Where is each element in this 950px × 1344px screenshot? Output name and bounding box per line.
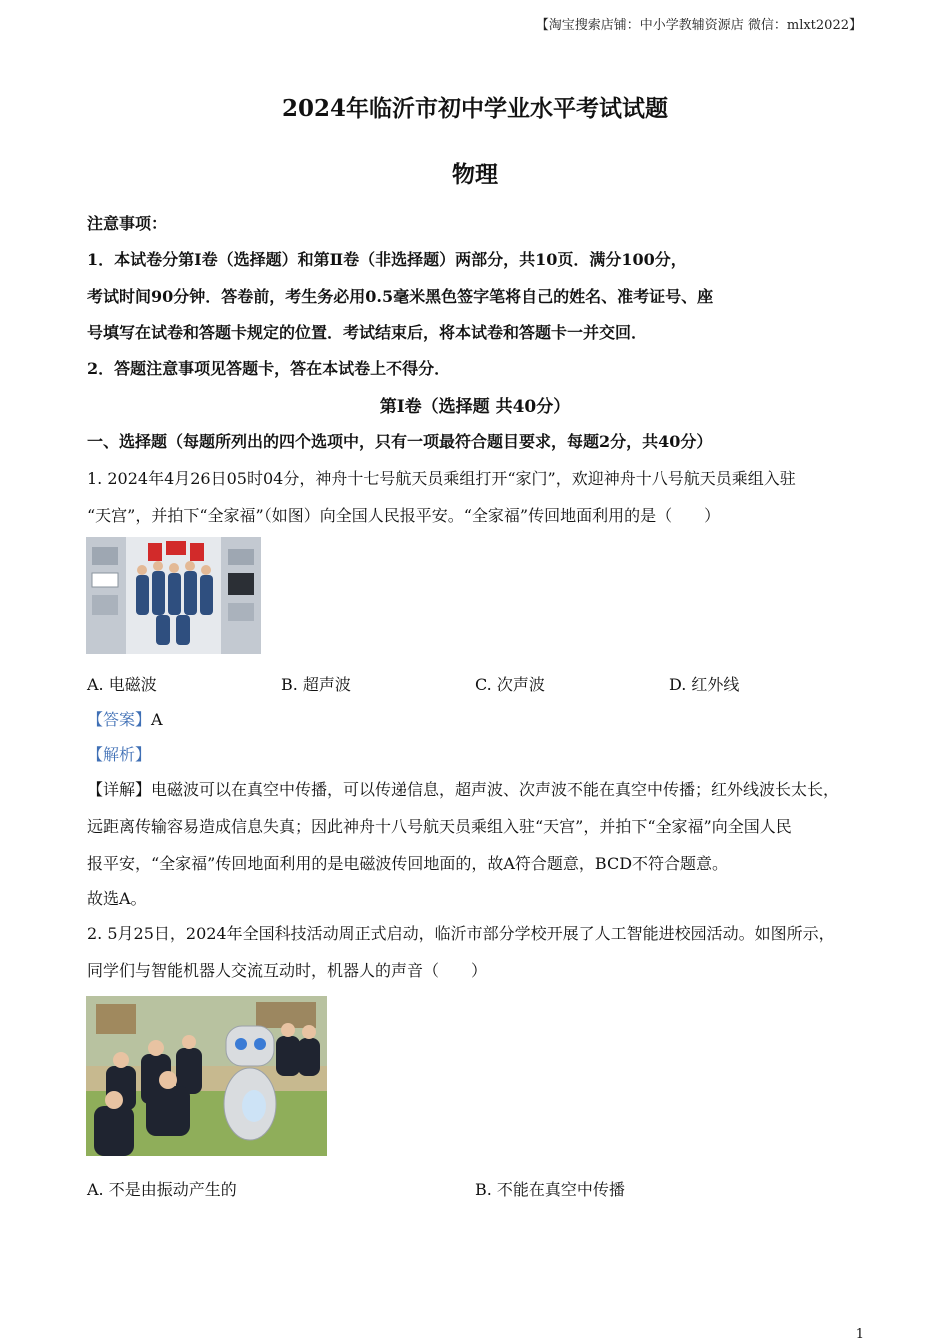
q1-answer [87,707,163,730]
section-title: 第Ⅰ卷（选择题 共40分） [379,397,571,417]
q1-detail-line-2: 远距离传输容易造成信息失真；因此神舟十八号航天员乘组入驻“天宫”，并拍下“全家福”向全国人民 [87,817,792,836]
part-title: 一、选择题（每题所列出的四个选项中，只有一项最符合题目要求，每题2分，共40分） [87,432,713,451]
notice-line-1: 1．本试卷分第Ⅰ卷（选择题）和第Ⅱ卷（非选择题）两部分，共10页．满分100分， [87,250,687,269]
q2-stem-line-2: 同学们与智能机器人交流互动时，机器人的声音（ ） [87,961,488,980]
answer-tag: 【答案】 [87,710,152,729]
exam-title: 2024年临沂市初中学业水平考试试题 [281,95,668,122]
robot-classroom-photo [86,996,327,1156]
notice-heading: 注意事项： [87,214,168,233]
q1-option-d: D. 红外线 [669,675,740,694]
q2-option-a: A. 不是由振动产生的 [87,1180,237,1199]
q1-conclusion: 故选A。 [87,889,147,908]
q1-detail-line-3: 报平安，“全家福”传回地面利用的是电磁波传回地面的，故A符合题意，BCD不符合题意。 [87,854,729,873]
notice-line-4: 2．答题注意事项见答题卡，答在本试卷上不得分． [87,359,451,378]
q2-option-b: B. 不能在真空中传播 [475,1180,625,1199]
space-station-crew-photo [86,537,261,654]
q2-stem-line-1: 2. 5月25日，2024年全国科技活动周正式启动，临沂市部分学校开展了人工智能进校园活动。如图所示， [87,924,835,943]
q1-stem-line-1: 1. 2024年4月26日05时04分，神舟十七号航天员乘组打开“家门”，欢迎神舟十八号航天员乘组入驻 [87,469,796,488]
q1-stem-line-2: “天宫”，并拍下“全家福”（如图）向全国人民报平安。“全家福”传回地面利用的是（ ） [87,506,721,525]
analysis-tag: 【解析】 [87,745,152,764]
q1-detail-line-1 [87,777,839,800]
detail-text-1: 电磁波可以在真空中传播，可以传递信息，超声波、次声波不能在真空中传播；红外线波长太长， [151,780,840,799]
q1-option-c: C. 次声波 [475,675,545,694]
header-note: 【淘宝搜索店铺：中小学教辅资源店 微信：mlxt2022】 [535,18,862,33]
notice-line-2: 考试时间90分钟．答卷前，考生务必用0.5毫米黑色签字笔将自己的姓名、准考证号、座 [87,287,714,306]
detail-tag: 【详解】 [87,780,152,799]
q1-option-a: A. 电磁波 [87,675,157,694]
notice-line-3: 号填写在试卷和答题卡规定的位置．考试结束后，将本试卷和答题卡一并交回． [87,323,648,342]
q1-option-b: B. 超声波 [281,675,351,694]
subject-title: 物理 [452,161,498,188]
answer-value: A [151,710,163,729]
page-number: 1 [855,1327,864,1342]
